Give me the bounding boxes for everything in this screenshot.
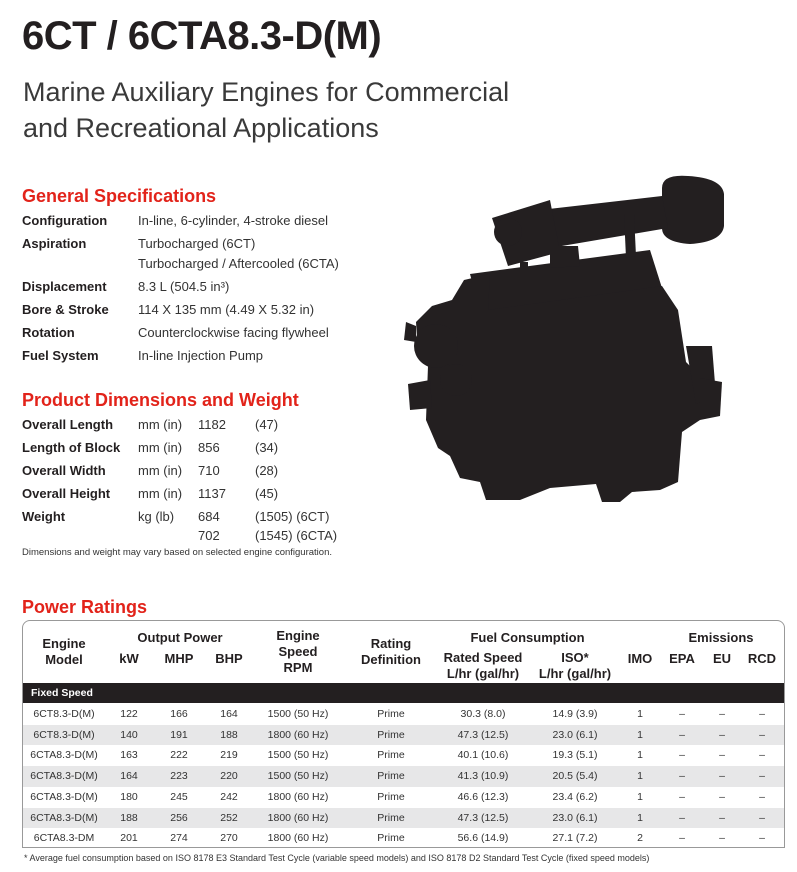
col-header-output-power: Output Power [137,630,223,645]
cell-epa: – [679,770,685,783]
cell-kw: 201 [120,832,138,845]
cell-rated: 41.3 (10.9) [457,770,509,783]
spec-label: Bore & Stroke [22,302,109,317]
cell-model: 6CTA8.3-D(M) [30,770,98,783]
spec-label: Fuel System [22,348,99,363]
dim-value: 702 [198,528,220,543]
table-row [23,766,784,787]
spec-label: Configuration [22,213,108,228]
cell-def: Prime [377,728,405,741]
col-header-fuel-consumption: Fuel Consumption [470,630,585,645]
cell-rcd: – [759,811,765,824]
cell-imo: 1 [637,708,643,720]
cell-def: Prime [377,832,405,845]
fuel-footnote: * Average fuel consumption based on ISO 8178 E3 Standard Test Cycle (variable speed models) and ISO 8178 D2 Standard Test Cycle (fixed speed models) [24,853,650,863]
cell-bhp: 219 [220,749,238,762]
col-header-rating-definition [351,636,431,668]
col-header-rcd: RCD [747,651,777,666]
cell-iso: 14.9 (3.9) [552,708,598,720]
col-header-imo: IMO [627,651,653,666]
spec-value-line: Counterclockwise facing flywheel [138,325,329,340]
spec-value [138,234,339,274]
cell-iso: 27.1 (7.2) [552,832,598,845]
dim-value: 1182 [198,417,226,432]
dimensions-heading: Product Dimensions and Weight [22,390,299,410]
cell-iso: 23.0 (6.1) [552,811,598,824]
cell-mhp: 222 [170,749,188,762]
cell-model: 6CTA8.3-DM [33,832,95,845]
dim-value: 1137 [198,486,226,501]
cell-rated: 56.6 (14.9) [457,832,509,845]
cell-rcd: – [759,770,765,783]
spec-value-line: Turbocharged / Aftercooled (6CTA) [138,256,339,271]
cell-rcd: – [759,832,765,845]
cell-epa: – [679,728,685,741]
cell-iso: 20.5 (5.4) [552,770,598,783]
table-row [23,828,784,848]
cell-def: Prime [377,790,405,803]
page-subtitle [23,74,509,146]
table-row [23,725,784,746]
cell-kw: 188 [120,811,138,824]
col-header-engine-model [23,636,105,668]
spec-value [138,277,229,297]
dim-unit: kg (lb) [138,509,175,524]
spec-value-line: 114 X 135 mm (4.49 X 5.32 in) [138,302,315,317]
cell-def: Prime [377,749,405,762]
dim-unit: mm (in) [138,417,183,432]
cell-eu: – [719,790,725,803]
power-ratings-table [22,620,785,848]
header-line: L/hr (gal/hr) [538,666,612,681]
cell-imo: 1 [637,728,643,741]
cell-kw: 164 [120,770,138,783]
spec-value [138,211,328,231]
header-line: ISO* [561,650,589,665]
cell-rated: 40.1 (10.6) [457,749,509,762]
header-line: RPM [283,660,313,675]
subtitle-line: Marine Auxiliary Engines for Commercial [23,77,510,107]
cell-model: 6CTA8.3-D(M) [30,790,98,803]
cell-speed: 1800 (60 Hz) [267,811,329,824]
spec-value [138,346,263,366]
col-header-iso [531,650,619,682]
spec-label: Aspiration [22,236,87,251]
header-line: L/hr (gal/hr) [446,666,520,681]
cell-mhp: 245 [170,790,188,803]
cell-model: 6CT8.3-D(M) [33,728,95,741]
cell-mhp: 256 [170,811,188,824]
col-header-emissions: Emissions [688,630,754,645]
dimensions-note: Dimensions and weight may vary based on selected engine configuration. [22,547,332,558]
spec-value-line: In-line Injection Pump [138,348,264,363]
cell-kw: 122 [120,708,138,720]
cell-rcd: – [759,790,765,803]
col-header-mhp: MHP [164,651,194,666]
dim-imperial: (45) [255,486,279,501]
cell-bhp: 188 [220,728,238,741]
cell-epa: – [679,811,685,824]
col-header-eu: EU [712,651,732,666]
dim-imperial: (1505) (6CT) [255,509,330,524]
cell-speed: 1800 (60 Hz) [267,832,329,845]
dim-unit: mm (in) [138,486,183,501]
dim-imperial: (1545) (6CTA) [255,528,338,543]
header-line: Engine [276,628,320,643]
cell-iso: 23.4 (6.2) [552,790,598,803]
spec-value-line: 8.3 L (504.5 in³) [138,279,230,294]
cell-rcd: – [759,728,765,741]
cell-epa: – [679,790,685,803]
cell-imo: 1 [637,770,643,783]
cell-model: 6CTA8.3-D(M) [30,749,98,762]
table-row [23,704,784,725]
header-line: Rating [370,636,412,651]
cell-imo: 1 [637,790,643,803]
col-header-bhp: BHP [215,651,243,666]
dim-label: Length of Block [22,440,121,455]
page-title: 6CT / 6CTA8.3-D(M) [22,14,382,58]
col-header-rated-speed [435,650,531,682]
cell-eu: – [719,728,725,741]
spec-label: Displacement [22,279,107,294]
table-row [23,787,784,808]
cell-rated: 47.3 (12.5) [457,811,509,824]
header-line: Rated Speed [443,650,523,665]
cell-rated: 46.6 (12.3) [457,790,509,803]
cell-mhp: 191 [170,728,188,741]
table-row [23,745,784,766]
cell-iso: 23.0 (6.1) [552,728,598,741]
dim-imperial: (34) [255,440,279,455]
cell-model: 6CTA8.3-D(M) [30,811,98,824]
cell-imo: 1 [637,811,643,824]
fixed-speed-band [23,683,784,703]
engine-silhouette-image [400,170,730,510]
cell-bhp: 220 [220,770,238,783]
cell-kw: 180 [120,790,138,803]
cell-speed: 1800 (60 Hz) [267,728,329,741]
spec-value [138,323,329,343]
spec-label: Rotation [22,325,75,340]
dim-unit: mm (in) [138,463,183,478]
power-ratings-heading: Power Ratings [22,597,148,617]
spec-value [138,300,314,320]
header-line: Definition [361,652,421,667]
dim-label: Overall Length [22,417,114,432]
dim-label: Overall Height [22,486,111,501]
subtitle-line: and Recreational Applications [23,113,379,143]
cell-rcd: – [759,708,765,720]
cell-speed: 1800 (60 Hz) [267,790,329,803]
cell-imo: 1 [637,749,643,762]
spec-value-line: Turbocharged (6CT) [138,236,256,251]
cell-imo: 2 [637,832,643,845]
cell-def: Prime [377,708,405,720]
cell-epa: – [679,749,685,762]
cell-rcd: – [759,749,765,762]
cell-rated: 47.3 (12.5) [457,728,509,741]
cell-eu: – [719,811,725,824]
cell-model: 6CT8.3-D(M) [33,708,95,720]
cell-speed: 1500 (50 Hz) [267,749,329,762]
cell-speed: 1500 (50 Hz) [267,708,329,720]
cell-speed: 1500 (50 Hz) [267,770,329,783]
cell-bhp: 242 [220,790,238,803]
cell-def: Prime [377,811,405,824]
cell-bhp: 164 [220,708,238,720]
dim-unit: mm (in) [138,440,183,455]
cell-bhp: 270 [220,832,238,845]
dim-value: 856 [198,440,220,455]
col-header-engine-speed [263,628,333,676]
dim-imperial: (28) [255,463,279,478]
cell-mhp: 166 [170,708,188,720]
cell-epa: – [679,708,685,720]
cell-mhp: 274 [170,832,188,845]
cell-kw: 140 [120,728,138,741]
dim-label: Weight [22,509,66,524]
cell-kw: 163 [120,749,138,762]
dim-label: Overall Width [22,463,106,478]
cell-eu: – [719,832,725,845]
cell-epa: – [679,832,685,845]
header-line: Engine [42,636,86,651]
cell-def: Prime [377,770,405,783]
cell-eu: – [719,708,725,720]
col-header-kw: kW [119,651,139,666]
dim-value: 710 [198,463,220,478]
cell-bhp: 252 [220,811,238,824]
general-specifications-heading: General Specifications [22,186,217,206]
header-line: Speed [278,644,318,659]
band-label: Fixed Speed [31,687,93,699]
cell-mhp: 223 [170,770,188,783]
dim-value: 684 [198,509,220,524]
dim-imperial: (47) [255,417,279,432]
table-row [23,808,784,829]
cell-iso: 19.3 (5.1) [552,749,598,762]
cell-rated: 30.3 (8.0) [460,708,506,720]
col-header-epa: EPA [669,651,695,666]
cell-eu: – [719,749,725,762]
header-line: Model [45,652,83,667]
spec-value-line: In-line, 6-cylinder, 4-stroke diesel [138,213,329,228]
cell-eu: – [719,770,725,783]
